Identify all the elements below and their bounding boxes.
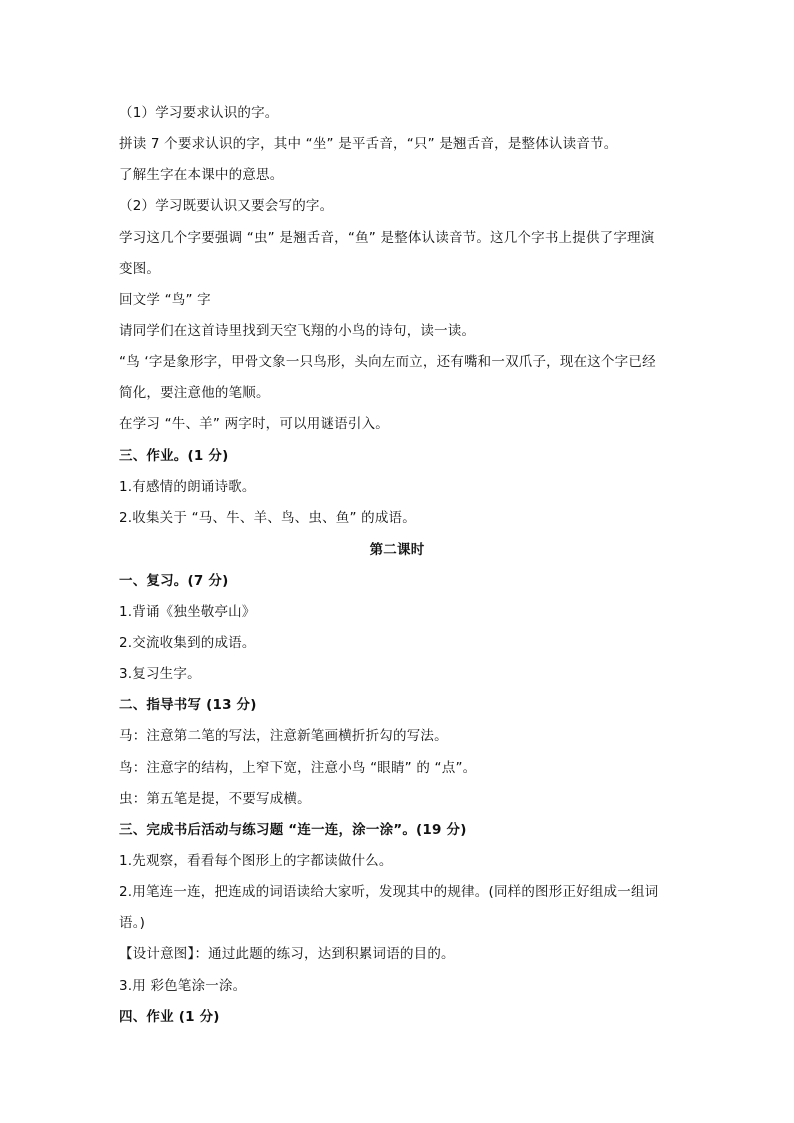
section-heading: 一、复习。(7 分) xyxy=(119,573,229,589)
text-line: “鸟 ‘字是象形字，甲骨文象一只鸟形，头向左而立，还有嘴和一双爪子，现在这个字已经 xyxy=(119,354,656,370)
text-line: 3.复习生字。 xyxy=(119,666,201,682)
text-line: 马：注意第二笔的写法，注意新笔画横折折勾的写法。 xyxy=(119,728,448,744)
text-line: 2.收集关于 “马、牛、羊、鸟、虫、鱼” 的成语。 xyxy=(119,510,416,526)
text-line: 拼读 7 个要求认识的字，其中 “坐” 是平舌音，“只” 是翘舌音，是整体认读音节。 xyxy=(119,136,618,152)
text-line: （1）学习要求认识的字。 xyxy=(119,105,279,121)
text-line: 1.背诵《独坐敬亭山》 xyxy=(119,604,256,620)
text-line: 了解生字在本课中的意思。 xyxy=(119,167,284,183)
text-line: 变图。 xyxy=(119,261,161,277)
text-line: （2）学习既要认识又要会写的字。 xyxy=(119,198,334,214)
section-heading: 二、指导书写 (13 分) xyxy=(119,697,257,713)
text-line: 【设计意图】：通过此题的练习，达到积累词语的目的。 xyxy=(119,946,455,962)
text-line: 请同学们在这首诗里找到天空飞翔的小鸟的诗句，读一读。 xyxy=(119,323,476,339)
text-line: 鸟：注意字的结构，上窄下宽，注意小鸟 “眼睛” 的 “点”。 xyxy=(119,760,477,776)
text-line: 2.用笔连一连，把连成的词语读给大家听，发现其中的规律。(同样的图形正好组成一组词 xyxy=(119,884,659,900)
text-line: 在学习 “牛、羊” 两字时，可以用谜语引入。 xyxy=(119,416,389,432)
text-line: 2.交流收集到的成语。 xyxy=(119,635,256,651)
lesson-title: 第二课时 xyxy=(369,542,425,558)
text-line: 虫：第五笔是提，不要写成横。 xyxy=(119,791,311,807)
text-line: 简化，要注意他的笔顺。 xyxy=(119,385,270,401)
text-line: 1.有感情的朗诵诗歌。 xyxy=(119,479,256,495)
text-line: 学习这几个字要强调 “虫” 是翘舌音，“鱼” 是整体认读音节。这几个字书上提供了字理演 xyxy=(119,230,655,246)
text-line: 语。) xyxy=(119,915,146,931)
section-heading: 三、作业。(1 分) xyxy=(119,448,229,464)
text-line: 3.用 彩色笔涂一涂。 xyxy=(119,978,247,994)
section-heading: 四、作业 (1 分) xyxy=(119,1009,220,1025)
text-line: 1.先观察，看看每个图形上的字都读做什么。 xyxy=(119,853,393,869)
text-line: 回文学 “鸟” 字 xyxy=(119,292,211,308)
section-heading: 三、完成书后活动与练习题 “连一连，涂一涂”。(19 分) xyxy=(119,822,467,838)
